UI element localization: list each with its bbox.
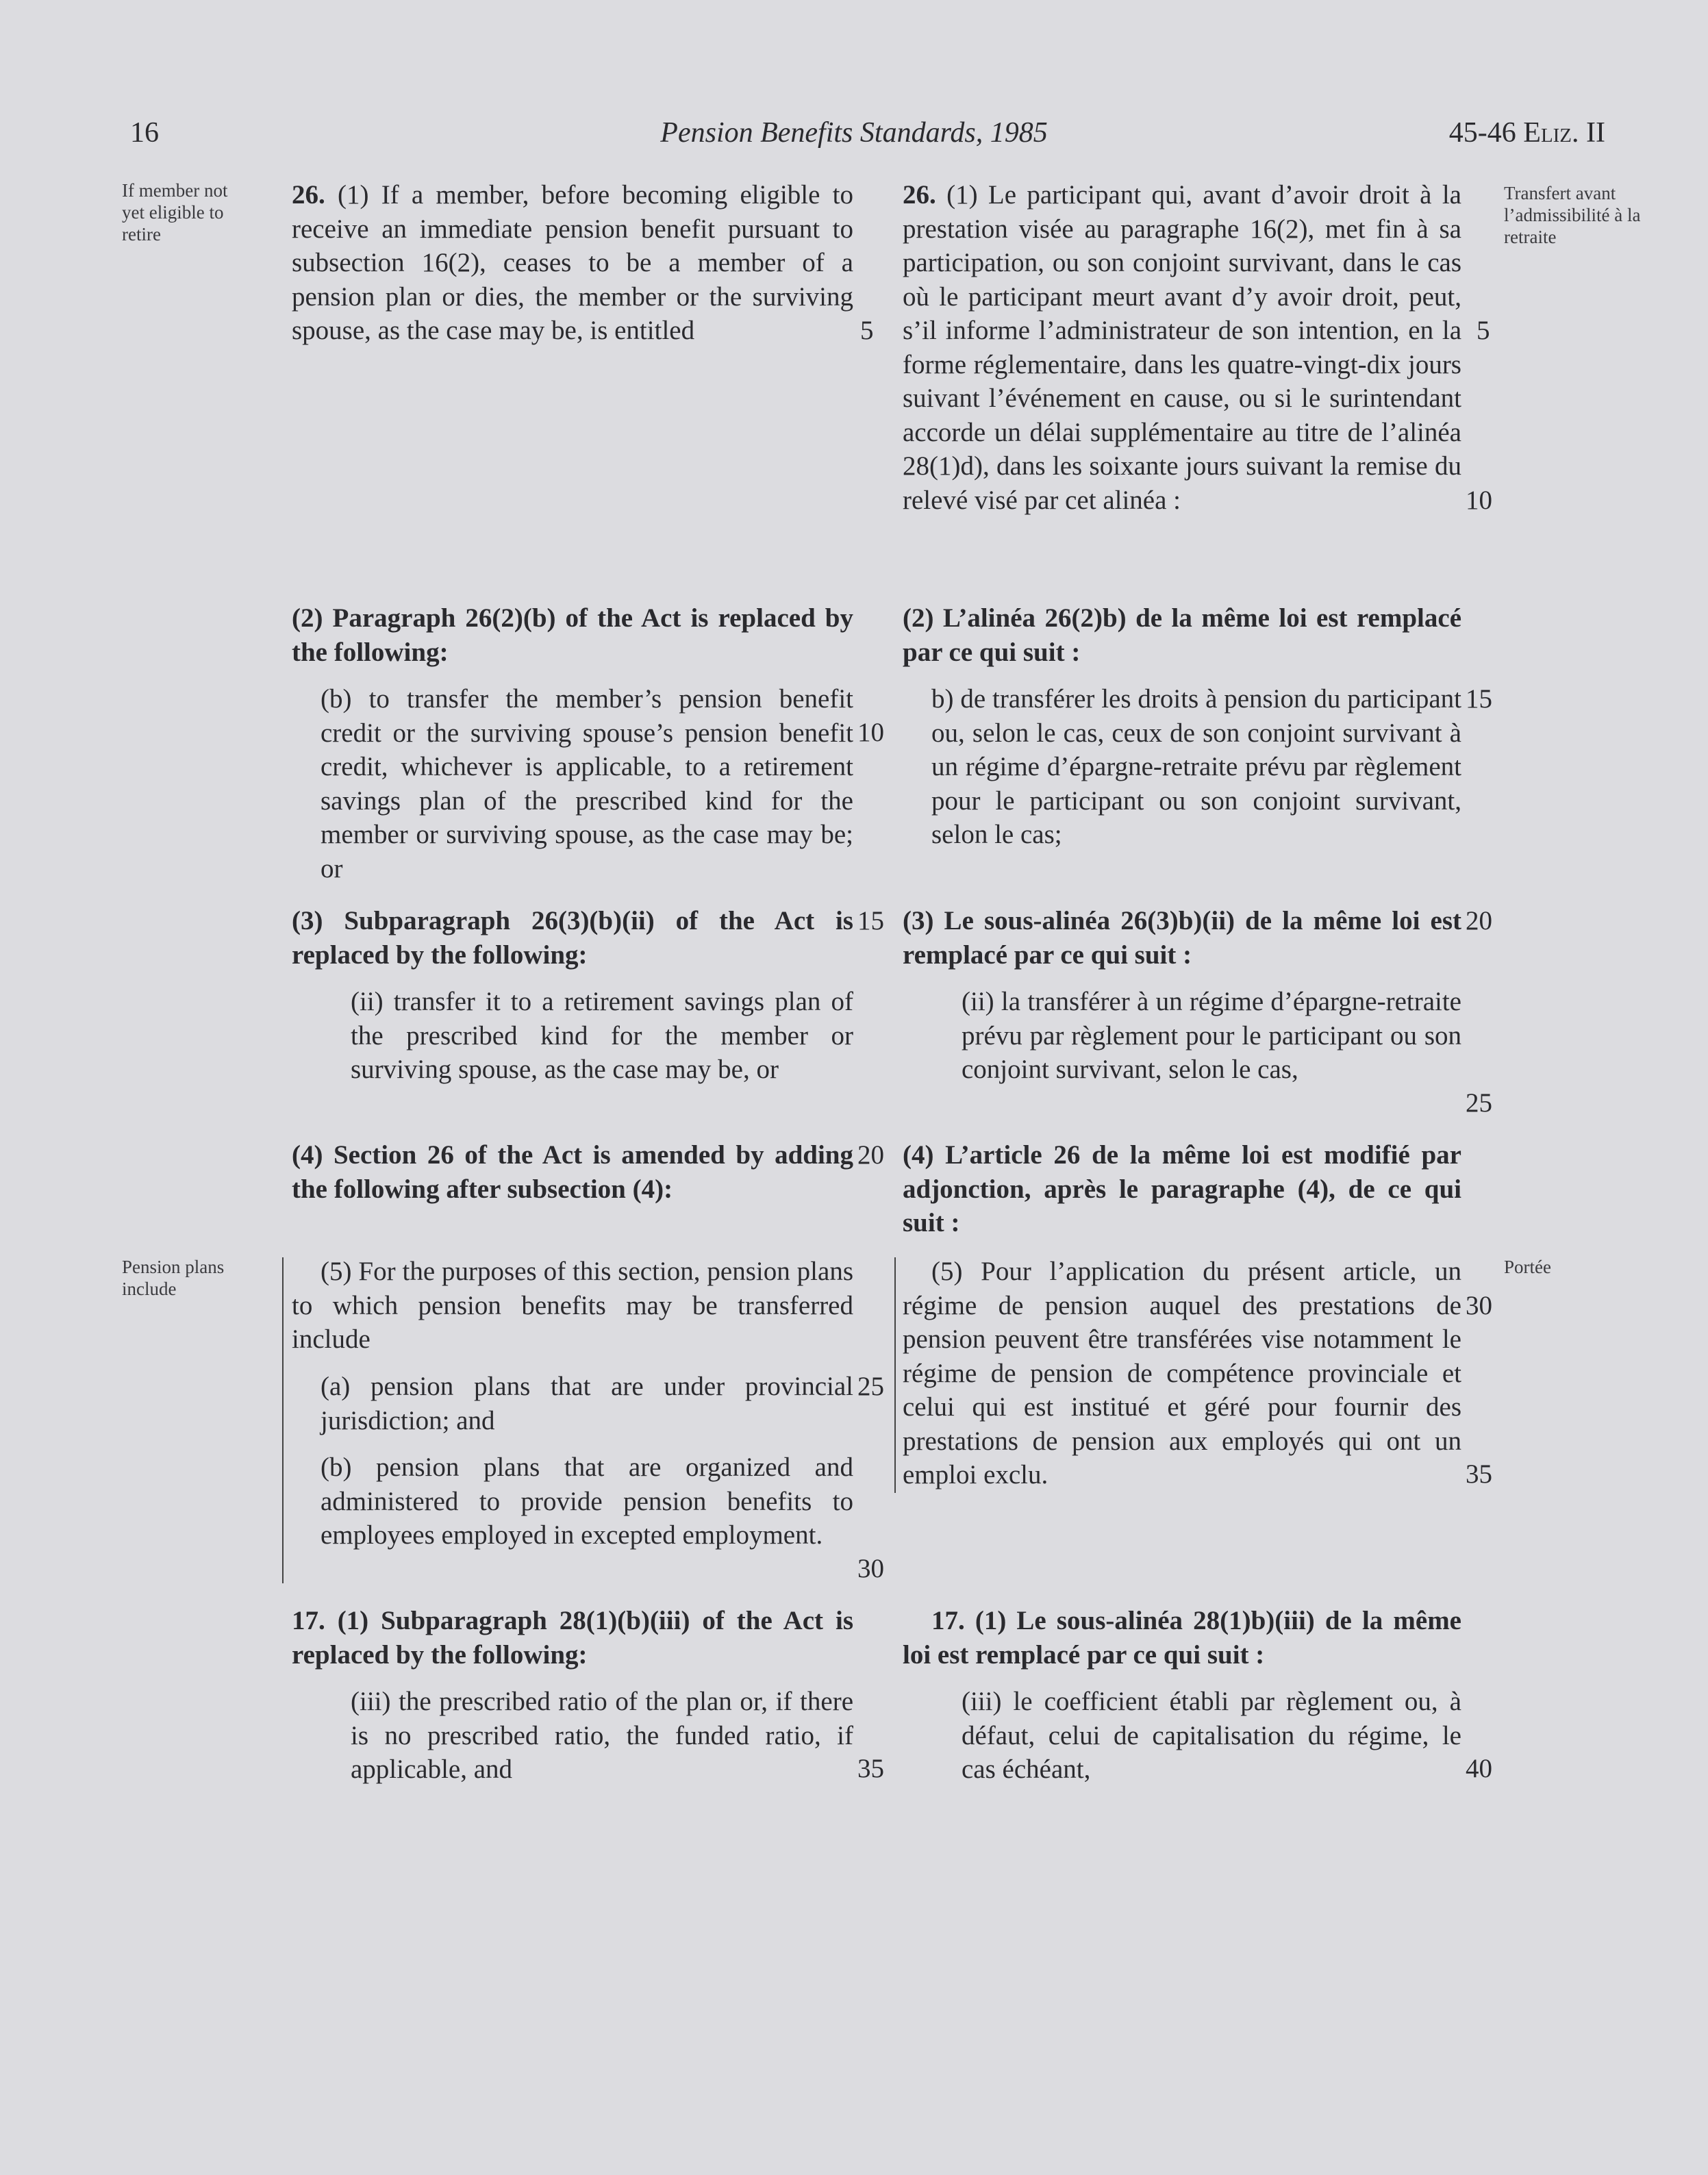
line-number-fr-15: 15 [1466,684,1492,714]
fr-s26-4-head-text: (4) L’article 26 de la même loi est modifié par adjonction, après le paragraphe (4), de ce qui suit : [903,1140,1461,1237]
line-number-fr-30: 30 [1466,1291,1492,1320]
fr-s26-2-b [931,682,1461,852]
en-s26-1-text: (1) If a member, before becoming eligible to receive an immediate pension benefit pursuant to subsection 16(2), ceases to be a member of a pension plan or dies, the member or the surviving spouse, as the case may be, is entitled [292,180,853,345]
fr-s17-iii-text: (iii) le coefficient établi par règlement ou, à défaut, celui de capitalisation du régime, le cas échéant, [962,1687,1461,1784]
line-number-fr-40: 40 [1466,1754,1492,1783]
en-s26-1 [292,178,853,348]
en-s26-5-a [321,1370,853,1437]
margin-note-en-1: If member not yet eligible to retire [122,180,228,244]
en-s17-head-text: 17. (1) Subparagraph 28(1)(b)(iii) of the Act is replaced by the following: [292,1606,853,1670]
en-s26-3-ii-text: (ii) transfer it to a retirement savings plan of the prescribed kind for the member or surviving spouse, as the case may be, or [351,987,853,1084]
fr-s26-3-ii [962,985,1461,1087]
fr-s26-4-head [903,1138,1461,1240]
en-s26-3-head [292,904,853,972]
fr-s26-3-head-text: (3) Le sous-alinéa 26(3)b)(ii) de la même loi est remplacé par ce qui suit : [903,906,1461,970]
en-s26-4-head [292,1138,853,1206]
en-s17-head [292,1604,853,1672]
en-s26-2-head-text: (2) Paragraph 26(2)(b) of the Act is replaced by the following: [292,603,853,667]
line-number-en-20: 20 [857,1140,884,1170]
line-number-en-25: 25 [857,1372,884,1401]
line-number-en-30: 30 [857,1554,884,1583]
en-s17-iii [351,1685,853,1787]
en-s26-5-b-text: (b) pension plans that are organized and administered to provide pension benefits to employees employed in excepted employment. [321,1453,853,1550]
fr-s26-3-head [903,904,1461,972]
margin-note-en-2: Pension plans include [122,1257,225,1299]
en-s26-5 [292,1255,853,1357]
fr-s17-iii [962,1685,1461,1787]
fr-s26-5 [903,1255,1461,1492]
line-number-fr-10: 10 [1466,486,1492,515]
line-number-en-5: 5 [860,316,874,345]
line-number-en-15: 15 [857,906,884,935]
en-s17-iii-text: (iii) the prescribed ratio of the plan or, if there is no prescribed ratio, the funded ratio, if applicable, and [351,1687,853,1784]
en-s26-4-head-text: (4) Section 26 of the Act is amended by adding the following after subsection (4): [292,1140,853,1204]
line-number-fr-20: 20 [1466,906,1492,935]
en-s26-5-a-text: (a) pension plans that are under provincial jurisdiction; and [321,1372,853,1435]
fr-s26-2-head-text: (2) L’alinéa 26(2)b) de la même loi est remplacé par ce qui suit : [903,603,1461,667]
fr-s26-1-text: (1) Le participant qui, avant d’avoir droit à la prestation visée au paragraphe 16(2), met fin à sa participation, ou son conjoint survivant, dans le cas où le participant meurt avant d’y avoir droit, peut, s’il informe l’administrateur de son intention, en la forme réglementaire, dans les quatre-vingt-dix jours suivant l’événement en cause, ou si le surintendant accorde un délai supplémentaire au titre de l’alinéa 28(1)d), dans les soixante jours suivant la remise du relevé visé par cet alinéa : [903,180,1461,515]
fr-s26-1-num: 26. [903,180,936,210]
line-number-fr-5: 5 [1477,316,1490,345]
fr-s26-3-ii-text: (ii) la transférer à un régime d’épargne-retraite prévu par règlement pour le participant ou son conjoint survivant, selon le cas, [962,987,1461,1084]
line-number-fr-35: 35 [1466,1459,1492,1489]
fr-s26-2-b-text: b) de transférer les droits à pension du participant ou, selon le cas, ceux de son conjoint survivant à un régime d’épargne-retraite prévu par règlement pour le participant ou son conjoint survivant, selon le cas; [931,684,1461,849]
en-s26-1-num: 26. [292,180,325,210]
en-s26-2-b [292,682,853,885]
page-title: Pension Benefits Standards, 1985 [660,117,1048,149]
en-s26-5-b [321,1450,853,1552]
fr-s17-head [903,1604,1461,1672]
change-bar-en [282,1257,284,1583]
en-s26-3-head-text: (3) Subparagraph 26(3)(b)(ii) of the Act is replaced by the following: [292,906,853,970]
fr-s26-1 [903,178,1461,517]
line-number-en-10: 10 [857,718,884,747]
en-s26-3-ii [351,985,853,1087]
change-bar-fr [894,1257,896,1493]
en-s26-5-text: (5) For the purposes of this section, pension plans to which pension benefits may be transferred include [292,1257,853,1354]
fr-s26-5-text: (5) Pour l’application du présent article, un régime de pension auquel des prestations de pension peuvent être transférées vise notamment le régime de pension de compétence provinciale et celui qui est institué et géré pour fournir des prestations de pension aux employés qui ont un emploi exclu. [903,1257,1461,1489]
fr-s17-head-text: 17. (1) Le sous-alinéa 28(1)b)(iii) de la même loi est remplacé par ce qui suit : [903,1606,1461,1670]
fr-s26-2-head [903,601,1461,669]
session-label: 45-46 Eliz. II [1448,117,1605,149]
line-number-fr-25: 25 [1466,1088,1492,1118]
en-s26-2-head [292,601,853,669]
en-s26-2-b-text: (b) to transfer the member’s pension benefit credit or the surviving spouse’s pension benefit credit, whichever is applicable, to a retirement savings plan of the prescribed kind for the member or surviving spouse, as the case may be; or [321,684,853,883]
page-number: 16 [130,117,159,149]
line-number-en-35: 35 [857,1754,884,1783]
margin-note-fr-1: Transfert avant l’admissibilité à la retraite [1504,183,1641,247]
margin-note-fr-2: Portée [1504,1257,1551,1277]
